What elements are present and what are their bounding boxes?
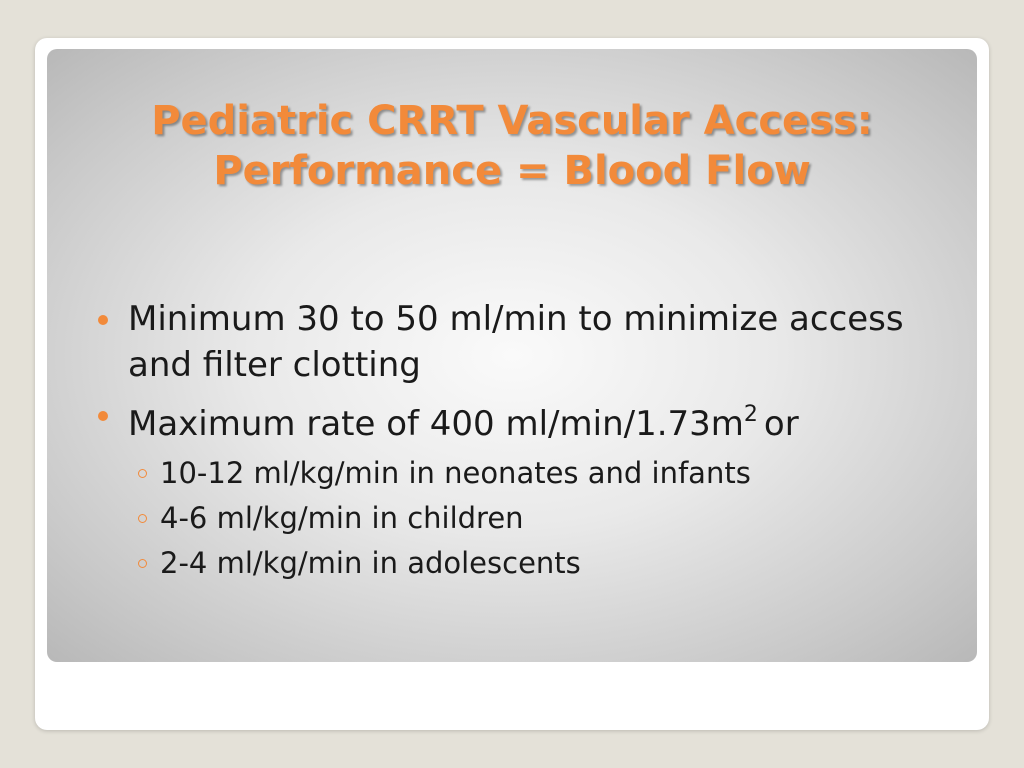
bullet-item <box>98 296 958 388</box>
bullet-text: Minimum 30 to 50 ml/min to minimize access and filter clotting <box>128 299 904 385</box>
bullet-dot-icon <box>98 315 108 325</box>
bullet-text: Maximum rate of 400 ml/min/1.73m <box>128 404 744 444</box>
bullet-text-tail: or <box>763 404 799 444</box>
title-line-2: Performance = Blood Flow <box>213 148 811 194</box>
sub-bullet-item <box>98 541 958 586</box>
ring-bullet-icon <box>138 559 147 568</box>
sub-bullet-text: 10-12 ml/kg/min in neonates and infants <box>160 456 751 490</box>
sub-bullet-item <box>98 451 958 496</box>
bullet-dot-icon <box>98 411 108 421</box>
title-line-1: Pediatric CRRT Vascular Access: <box>151 98 873 144</box>
ring-bullet-icon <box>138 514 147 523</box>
sub-bullet-text: 2-4 ml/kg/min in adolescents <box>160 546 581 580</box>
sub-bullet-item <box>98 496 958 541</box>
slide-title <box>47 96 977 196</box>
bullet-item <box>98 392 958 447</box>
superscript: 2 <box>743 402 758 427</box>
slide-content <box>98 296 958 586</box>
sub-bullet-text: 4-6 ml/kg/min in children <box>160 501 524 535</box>
ring-bullet-icon <box>138 469 147 478</box>
